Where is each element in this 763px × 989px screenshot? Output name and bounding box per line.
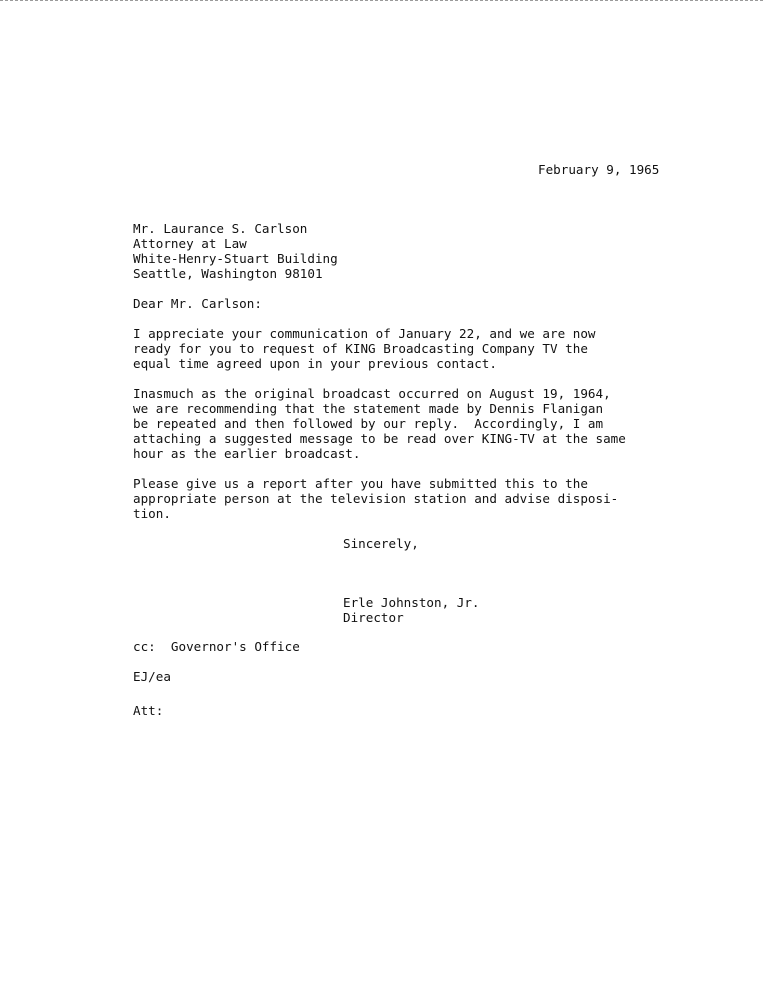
recipient-line: Mr. Laurance S. Carlson <box>133 221 308 236</box>
signer-title: Director <box>343 610 404 625</box>
attachment-line: Att: <box>133 703 164 718</box>
closing: Sincerely, <box>343 536 419 551</box>
paragraph-line: Inasmuch as the original broadcast occurred on August 19, 1964, <box>133 386 611 401</box>
salutation: Dear Mr. Carlson: <box>133 296 262 311</box>
paragraph-line: we are recommending that the statement made by Dennis Flanigan <box>133 401 604 416</box>
typist-initials: EJ/ea <box>133 669 171 684</box>
paragraph-line: equal time agreed upon in your previous contact. <box>133 356 497 371</box>
paragraph-line: I appreciate your communication of January 22, and we are now <box>133 326 596 341</box>
letter-date: February 9, 1965 <box>538 162 660 177</box>
recipient-line: Seattle, Washington 98101 <box>133 266 323 281</box>
paragraph-line: be repeated and then followed by our reply. Accordingly, I am <box>133 416 604 431</box>
cc-line: cc: Governor's Office <box>133 639 300 654</box>
recipient-line: Attorney at Law <box>133 236 247 251</box>
signer-name: Erle Johnston, Jr. <box>343 595 480 610</box>
paragraph-line: hour as the earlier broadcast. <box>133 446 361 461</box>
paragraph-line: appropriate person at the television station and advise disposi- <box>133 491 619 506</box>
paragraph-line: tion. <box>133 506 171 521</box>
paragraph-line: attaching a suggested message to be read over KING-TV at the same <box>133 431 626 446</box>
paragraph-line: Please give us a report after you have submitted this to the <box>133 476 588 491</box>
recipient-line: White-Henry-Stuart Building <box>133 251 338 266</box>
paragraph-line: ready for you to request of KING Broadcasting Company TV the <box>133 341 588 356</box>
